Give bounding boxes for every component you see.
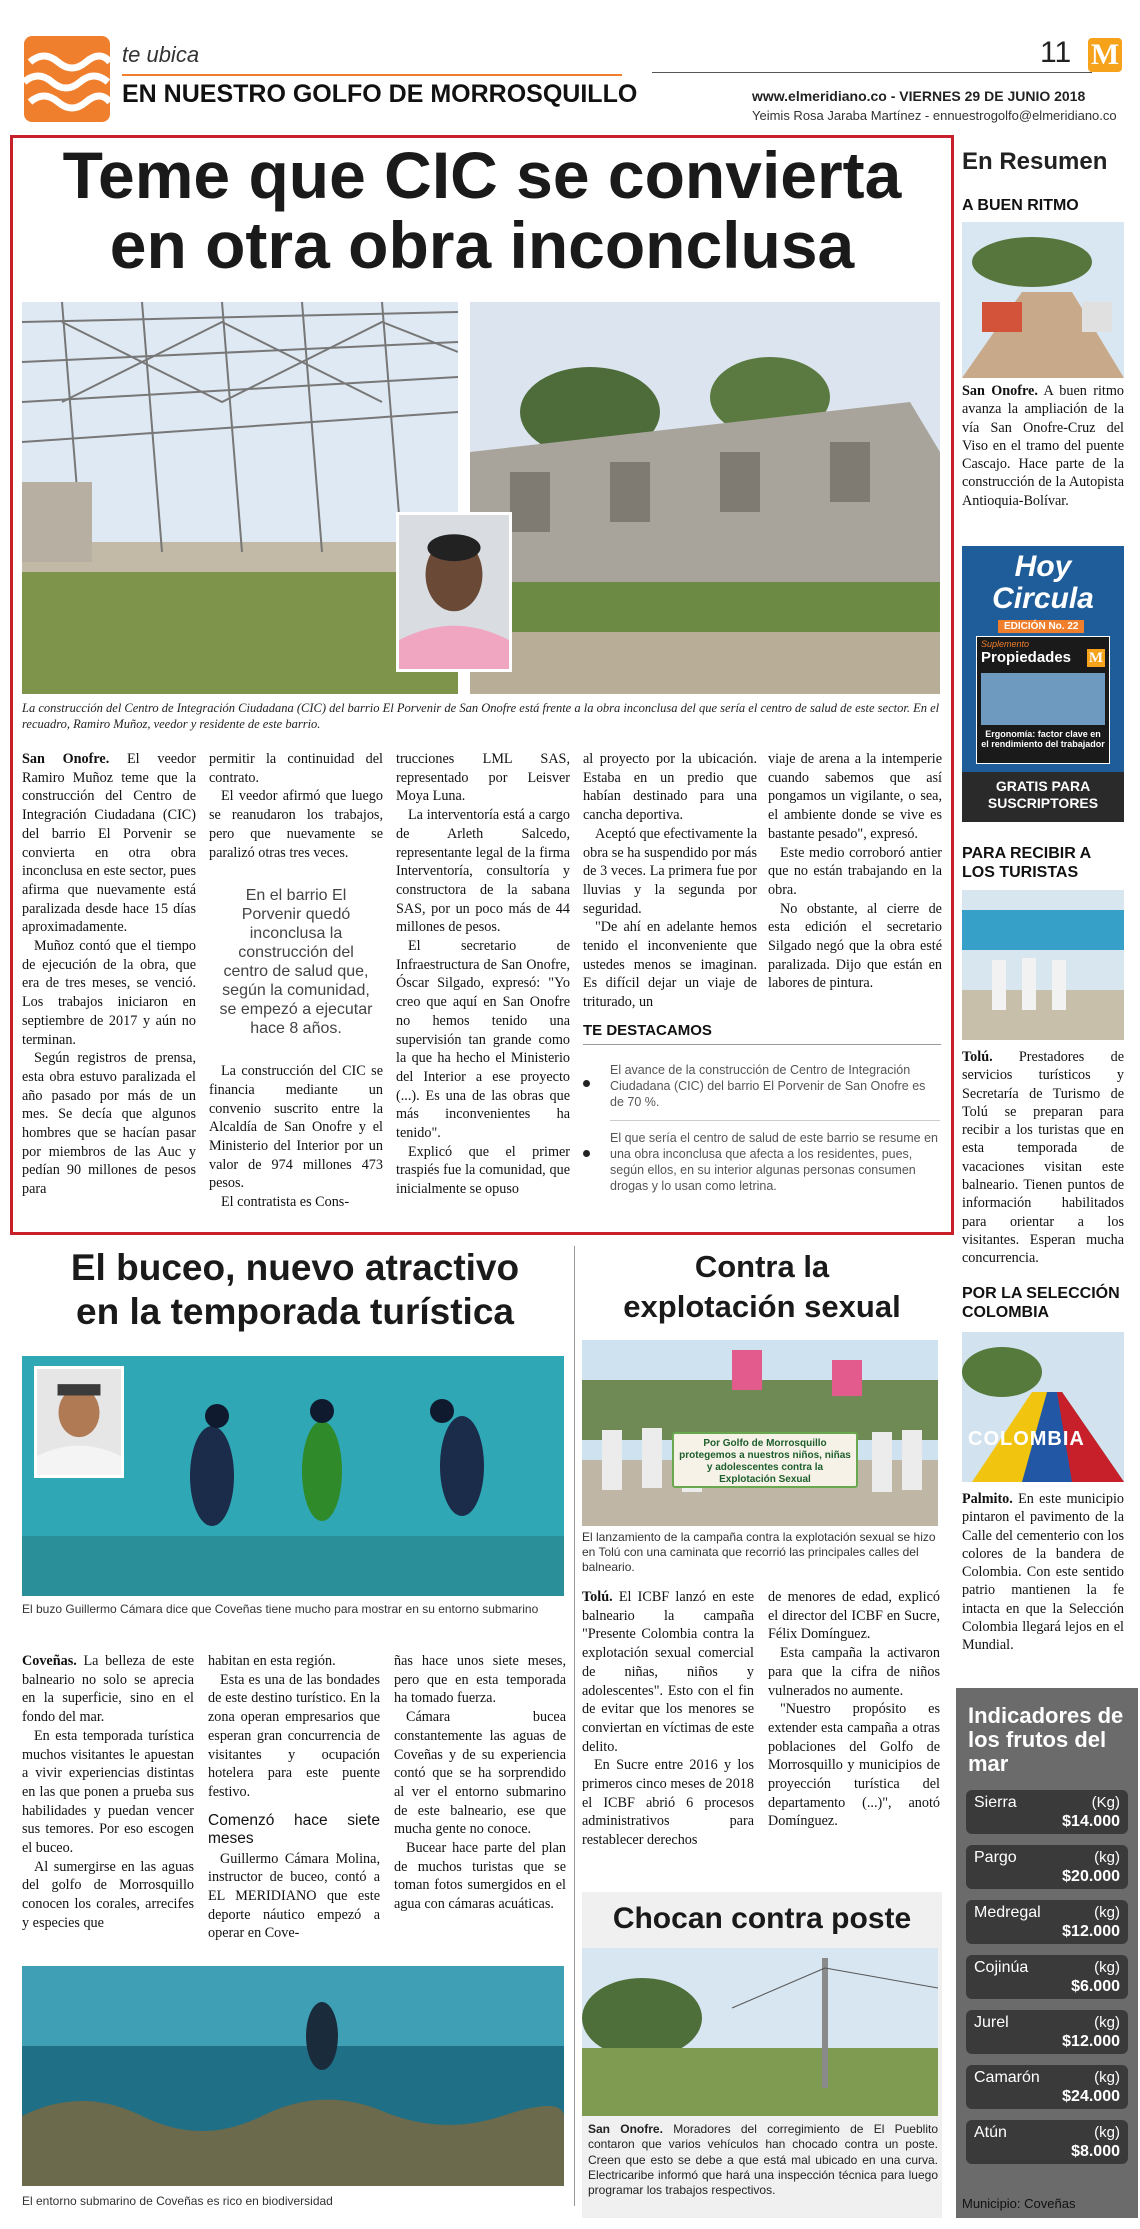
indicator-name: Sierra xyxy=(974,1794,1017,1811)
indicators-title: Indicadores de los frutos del mar xyxy=(968,1703,1124,1776)
indicator-row xyxy=(966,2120,1128,2164)
indicator-name: Cojinúa xyxy=(974,1959,1029,1976)
dateline: San Onofre. xyxy=(22,751,110,767)
site-date: www.elmeridiano.co - VIERNES 29 DE JUNIO 2018 xyxy=(752,88,1086,104)
section-title: EN NUESTRO GOLFO DE MORROSQUILLO xyxy=(122,80,638,108)
indicator-unit: (kg) xyxy=(1094,2124,1120,2141)
indicator-price: $20.000 xyxy=(1062,1868,1120,1885)
indicator-row xyxy=(966,1790,1128,1834)
indicators-list xyxy=(956,1790,1138,2190)
poste-title: Chocan contra poste xyxy=(612,1902,912,1935)
paragraph: En este municipio pintaron el pavimento de la Calle del cementerio con los colores de la bandera de Colombia. Con este sentido patrio mantienen la fe intacta en que la Selección Colombia llegará lejos en el Mundial. xyxy=(962,1491,1124,1654)
march-banner xyxy=(672,1432,858,1488)
column-divider xyxy=(574,1246,575,2206)
paragraph: Explicó que el primer traspiés fue la comunidad, que inicialmente se opuso xyxy=(396,1143,570,1198)
sidebar-item1-head: A BUEN RITMO xyxy=(962,197,1079,214)
dateline: San Onofre. xyxy=(588,2122,663,2136)
paragraph: En esta temporada turística muchos visitantes le apuestan a vivir experiencias distintas en las que ponen a prueba sus habilidades y puedan vencer sus temores. Por eso escogen el buceo. xyxy=(22,1727,194,1857)
road-text: COLOMBIA xyxy=(968,1428,1085,1450)
destacamos-title: TE DESTACAMOS xyxy=(583,1022,712,1039)
indicator-price: $24.000 xyxy=(1062,2088,1120,2105)
page-number: 11 xyxy=(1040,36,1072,69)
header-rule xyxy=(122,74,622,76)
paragraph: ñas hace unos siete meses, pero que en esta temporada ha tomado fuerza. xyxy=(394,1653,566,1707)
dateline: Coveñas. xyxy=(22,1653,77,1669)
buceo-col-3 xyxy=(394,1652,566,1914)
indicator-price: $14.000 xyxy=(1062,1813,1120,1830)
main-col-2 xyxy=(209,750,383,1212)
destacamos-item-2: El que sería el centro de salud de este barrio se resume en una obra inconclusa que afecta a los residentes, pues, según ellos, en su interior algunas personas consumen drogas y lo usan como letrina. xyxy=(610,1131,938,1193)
main-caption: La construcción del Centro de Integración Ciudadana (CIC) del barrio El Porvenir de San Onofre está frente a la obra inconclusa del que sería el centro de salud de este sector. En el recuadro, Ramiro Muñoz, veedor y residente de este barrio. xyxy=(22,701,940,731)
photo-steel-structure xyxy=(22,302,458,694)
paragraph: Al sumergirse en las aguas del golfo de Morrosquillo conocen los corales, arrecifes y especies que xyxy=(22,1858,194,1931)
paragraph: habitan en esta región. xyxy=(208,1653,336,1669)
paragraph: La interventoría está a cargo de Arleth Salcedo, representante legal de la firma Interventoría, consultoría y constructora de la sabana SAS, por un poco más de 44 millones de pesos. xyxy=(396,807,570,936)
explotacion-title-line1: Contra la xyxy=(694,1249,830,1284)
paragraph: "Nuestro propósito es extender esta campaña a otras poblaciones del Golfo de Morrosquillo y municipios de proyección turística del departamento (...)", anotó Domínguez. xyxy=(768,1701,940,1830)
indicator-unit: (Kg) xyxy=(1091,1794,1120,1811)
bullet-icon xyxy=(583,1150,590,1157)
buceo-title-line1: El buceo, nuevo atractivo xyxy=(70,1247,520,1288)
ad-m-logo: M xyxy=(1088,650,1104,666)
paragraph: No obstante, al cierre de esta edición el secretario Silgado negó que la obra esté paralizada. Dijo que están en labores de pintura. xyxy=(768,900,942,992)
indicator-row xyxy=(966,1955,1128,1999)
sidebar-item3-text xyxy=(962,1490,1124,1655)
buceo-col-2 xyxy=(208,1652,380,1943)
dateline: Palmito. xyxy=(962,1491,1013,1507)
main-title-line2: en otra obra inconclusa xyxy=(109,208,855,282)
photo-inset-guillermo xyxy=(34,1366,124,1478)
paragraph: Esta es una de las bondades de este destino turístico. En la zona operan empresarios que esperan gran concurrencia de visitantes y ocupación hotelera para este puente festivo. xyxy=(208,1671,380,1800)
indicator-price: $12.000 xyxy=(1062,2033,1120,2050)
main-col-3 xyxy=(396,750,570,1199)
buceo-title-line2: en la temporada turística xyxy=(76,1291,514,1332)
paragraph: Guillermo Cámara Molina, instructor de buceo, contó a EL MERIDIANO que este deporte náutico empezó a operar en Cove- xyxy=(208,1850,380,1942)
te-ubica: te ubica xyxy=(122,42,200,67)
author-line: Yeimis Rosa Jaraba Martínez - ennuestrogolfo@elmeridiano.co xyxy=(752,108,1117,123)
indicator-name: Camarón xyxy=(974,2069,1040,2086)
indicator-name: Medregal xyxy=(974,1904,1041,1921)
indicator-unit: (kg) xyxy=(1094,1904,1120,1921)
ad-magazine xyxy=(976,636,1110,764)
ad-gratis: GRATIS PARA SUSCRIPTORES xyxy=(987,778,1099,811)
main-col-5 xyxy=(768,750,942,993)
paragraph: El veedor Ramiro Muñoz teme que la construcción del Centro de Integración Ciudadana (CIC) del barrio El Porvenir se convierta en otra obra inconclusa en este sector, pues afirma que nuevamente está paralizada desde hace 15 días aproximadamente. xyxy=(22,751,196,936)
paragraph: En Sucre entre 2016 y los primeros cinco meses de 2018 el ICBF abrió 6 procesos administrativos para restablecer derechos xyxy=(582,1757,754,1849)
sidebar-item3-head: POR LA SELECCIÓN COLOMBIA xyxy=(962,1285,1120,1321)
paragraph: Cámara bucea constantemente las aguas de Coveñas y de su experiencia contó que se ha sorprendido al ver el entorno submarino de este balneario, ese que mucha gente no conoce. xyxy=(394,1709,566,1838)
destacamos-rule xyxy=(583,1044,941,1045)
photo-unfinished-building xyxy=(470,302,940,694)
poste-text xyxy=(588,2122,938,2198)
paragraph: Muñoz contó que el tiempo de ejecución de la obra, que era de tres meses, se venció. Los trabajos iniciaron en septiembre de 2017 y aún no terminan. xyxy=(22,938,196,1048)
dateline: Tolú. xyxy=(582,1589,613,1605)
paragraph: permitir la continuidad del contrato. xyxy=(209,751,383,786)
paragraph: A buen ritmo avanza la ampliación de la vía San Onofre-Cruz del Viso en el tramo del puente Cascajo. Hace parte de la construcción de la Autopista Antioquia-Bolívar. xyxy=(962,383,1124,509)
ad-circula: Circula xyxy=(992,582,1094,615)
indicator-price: $6.000 xyxy=(1071,1978,1120,1995)
indicator-unit: (kg) xyxy=(1094,2069,1120,2086)
paragraph: La belleza de este balneario no solo se aprecia en la superficie, sino en el fondo del mar. xyxy=(22,1653,194,1726)
paragraph: "De ahí en adelante hemos tenido el inconveniente que ustedes menos se imaginan. Es difícil dejar un viaje de triturado, un xyxy=(583,919,757,1011)
paragraph: La construcción del CIC se financia mediante un convenio suscrito entre la Alcaldía de San Onofre y el Ministerio del Interior por un valor de 974 millones 473 pesos. xyxy=(209,1063,383,1192)
banner-text: Por Golfo de Morrosquillo protegemos a nuestros niños, niñas y adolescentes contra la Explotación Sexual xyxy=(679,1438,851,1485)
explotacion-title-line2: explotación sexual xyxy=(623,1289,901,1324)
indicator-name: Jurel xyxy=(974,2014,1009,2031)
main-col-4 xyxy=(583,750,757,1012)
indicator-row xyxy=(966,1845,1128,1889)
buceo-caption-1: El buzo Guillermo Cámara dice que Coveñas tiene mucho para mostrar en su entorno submarino xyxy=(22,1602,539,1616)
waves-icon xyxy=(24,36,110,122)
bullet-icon xyxy=(583,1080,590,1087)
ad-suplemento: Suplemento xyxy=(981,639,1030,649)
paragraph: viaje de arena a la intemperie cuando sabemos que así pongamos un vigilante, o sea, el ambiente donde se vive es bastante pesado", expresó. xyxy=(768,751,942,842)
destacamos-item-1: El avance de la construcción de Centro de Integración Ciudadana (CIC) del barrio El Porvenir de San Onofre es de 70 %. xyxy=(610,1063,926,1109)
paragraph: Prestadores de servicios turísticos y Secretaría de Turismo de Tolú se preparan para recibir a los turistas que en esta temporada de vacaciones visitan este balneario. Tienen puntos de información habilitados para orientar a los visitantes. Esperan mucha concurrencia. xyxy=(962,1049,1124,1267)
ad-photo xyxy=(981,673,1105,725)
section-logo xyxy=(24,36,110,122)
explotacion-caption: El lanzamiento de la campaña contra la explotación sexual se hizo en Tolú con una caminata que recorrió las principales calles del balneario. xyxy=(582,1530,936,1574)
indicator-unit: (kg) xyxy=(1094,1959,1120,1976)
indicators-municipio: Municipio: Coveñas xyxy=(962,2196,1076,2211)
indicator-name: Atún xyxy=(974,2124,1007,2141)
sidebar-item2-head: PARA RECIBIR A LOS TURISTAS xyxy=(962,845,1091,881)
indicator-unit: (kg) xyxy=(1094,2014,1120,2031)
paragraph: El contratista es Cons- xyxy=(221,1194,350,1211)
explotacion-col-2 xyxy=(768,1588,940,1831)
paragraph: El veedor afirmó que luego se reanudaron los trabajos, pero que nuevamente se paralizó otras tres veces. xyxy=(209,788,383,861)
indicator-row xyxy=(966,2010,1128,2054)
paragraph: El ICBF lanzó en este balneario la campaña "Presente Colombia contra la explotación sexual comercial de niñas, niños y adolescentes". Esto con el fin de evitar que los menores se conviertan en víctimas de este delito. xyxy=(582,1589,754,1755)
paragraph: Aceptó que efectivamente la obra se ha suspendido por más de 3 veces. La primera fue por lluvias y la segunda por seguridad. xyxy=(583,825,757,917)
photo-road-works xyxy=(962,222,1124,378)
main-title-line1: Teme que CIC se convierta xyxy=(62,138,902,212)
ad-propiedades-title: Propiedades xyxy=(981,649,1072,666)
indicator-name: Pargo xyxy=(974,1849,1017,1866)
paragraph: de menores de edad, explicó el director del ICBF en Sucre, Félix Domínguez. xyxy=(768,1589,940,1643)
pullquote: En el barrio El Porvenir quedó inconclusa la construcción del centro de salud que, según la comunidad, se empezó a ejecutar hace 8 años. xyxy=(219,887,373,1038)
main-col-1 xyxy=(22,750,196,1199)
indicator-row xyxy=(966,1900,1128,1944)
dateline: Tolú. xyxy=(962,1049,993,1065)
meridiano-logo: M xyxy=(1088,38,1122,72)
dateline: San Onofre. xyxy=(962,383,1038,399)
paragraph: al proyecto por la ubicación. Estaba en un predio que habían destinado para una cancha deportiva. xyxy=(583,751,757,824)
sidebar-item1-text xyxy=(962,382,1124,510)
subheading: Comenzó hace siete meses xyxy=(208,1811,380,1847)
photo-pole xyxy=(582,1948,938,2116)
indicator-price: $8.000 xyxy=(1071,2143,1120,2160)
sidebar-item2-text xyxy=(962,1048,1124,1268)
paragraph: Esta campaña la activaron para que la cifra de niños vulnerados no aumente. xyxy=(768,1645,940,1699)
ad-hoy: Hoy xyxy=(1014,550,1072,583)
paragraph: El secretario de Infraestructura de San Onofre, Óscar Silgado, expresó: "Yo creo que aquí en San Onofre no hemos tenido una supervisión tan grande como la que ha hecho el Ministerio del Interior a ese proyecto (...). Es una de las obras que más inconvenientes ha tenido". xyxy=(396,938,570,1142)
paragraph: Bucear hace parte del plan de muchos turistas que se toman fotos sumergidos en el agua con cámaras acuáticas. xyxy=(394,1840,566,1913)
indicator-unit: (kg) xyxy=(1094,1849,1120,1866)
sidebar-title: En Resumen xyxy=(962,148,1108,175)
photo-underwater-reef xyxy=(22,1966,564,2186)
paragraph: trucciones LML SAS, representado por Leisver Moya Luna. xyxy=(396,751,570,805)
photo-colombia-street xyxy=(962,1332,1124,1482)
buceo-caption-2: El entorno submarino de Coveñas es rico en biodiversidad xyxy=(22,2194,333,2208)
indicator-row xyxy=(966,2065,1128,2109)
ad-edicion: EDICIÓN No. 22 xyxy=(998,620,1084,633)
destacamos-divider xyxy=(610,1120,940,1121)
ad-propiedades[interactable] xyxy=(962,546,1124,822)
ad-ergo: Ergonomía: factor clave en el rendimiento del trabajador xyxy=(981,729,1105,749)
paragraph: Este medio corroboró antier que no están trabajando en la obra. xyxy=(768,844,942,898)
explotacion-col-1 xyxy=(582,1588,754,1850)
paragraph: Según registros de prensa, esta obra estuvo paralizada el año pasado por más de un mes. Se decía que algunos hombres que se hacían pasar por miembros de las Auc y pedían 90 millones de pesos para xyxy=(22,1050,196,1198)
paragraph: Moradores del corregimiento de El Pueblito contaron que varios vehículos han chocado contra un poste. Creen que esto se debe a que está mal ubicado en una curva. Electricaribe informó que hará una inspección técnica para luego programar los trabajos respectivos. xyxy=(588,2122,938,2198)
header-rule-right xyxy=(652,72,1092,73)
indicator-price: $12.000 xyxy=(1062,1923,1120,1940)
buceo-col-1 xyxy=(22,1652,194,1933)
photo-inset-ramiro xyxy=(396,512,512,672)
photo-tourist-stand xyxy=(962,890,1124,1040)
